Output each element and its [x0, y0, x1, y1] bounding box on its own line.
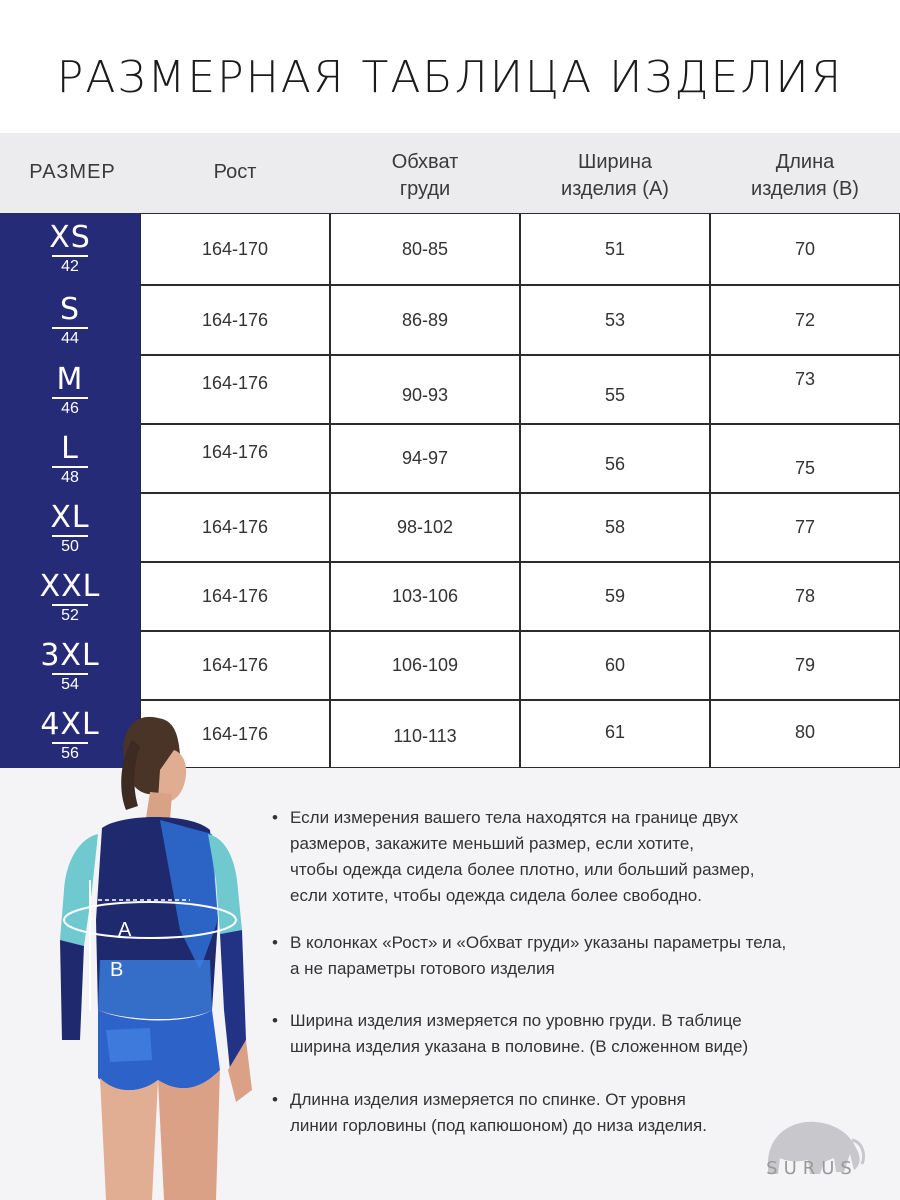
bullet-dot: •	[272, 808, 278, 827]
table-cell-height	[140, 562, 330, 631]
size-number: 48	[61, 469, 79, 486]
cell-value: 164-176	[201, 655, 269, 675]
cell-value: 53	[604, 309, 626, 330]
size-letter: 3XL	[40, 638, 100, 673]
table-cell-width	[520, 562, 710, 631]
size-letter: XL	[50, 500, 90, 535]
cell-value: 86-89	[401, 309, 449, 330]
size-divider	[52, 327, 88, 329]
size-label	[0, 431, 140, 486]
table-cell-chest	[330, 285, 520, 355]
table-cell-width	[520, 285, 710, 355]
table-cell-length	[710, 355, 900, 424]
model-figure	[40, 710, 255, 1200]
table-cell-chest	[330, 213, 520, 285]
header-size: РАЗМЕР	[29, 161, 116, 183]
size-letter: L	[61, 431, 79, 466]
size-letter: XS	[49, 220, 91, 255]
size-number: 50	[61, 538, 79, 555]
note-item	[272, 805, 754, 909]
table-cell-chest	[330, 700, 520, 768]
size-label	[0, 362, 140, 417]
cell-value: 80	[794, 721, 816, 742]
size-label	[0, 292, 140, 347]
cell-value: 164-170	[201, 238, 269, 259]
table-header	[0, 133, 900, 213]
page-title: РАЗМЕРНАЯ ТАБЛИЦА ИЗДЕЛИЯ	[56, 52, 844, 103]
title-banner	[0, 0, 900, 133]
cell-value: 56	[604, 454, 626, 474]
bullet-dot: •	[272, 1090, 278, 1109]
size-table	[140, 213, 900, 768]
label-a: A	[118, 919, 132, 941]
table-cell-height	[140, 493, 330, 562]
cell-value: 73	[794, 369, 816, 389]
table-cell-height	[140, 355, 330, 424]
cell-value: 77	[794, 517, 816, 537]
header-height: Рост	[213, 161, 257, 183]
cell-value: 164-176	[201, 373, 269, 393]
table-cell-width	[520, 355, 710, 424]
cell-value: 103-106	[391, 586, 459, 606]
table-cell-height	[140, 213, 330, 285]
size-label	[0, 638, 140, 693]
cell-value: 51	[604, 238, 626, 259]
size-divider	[52, 255, 88, 257]
size-number: 54	[61, 676, 79, 693]
size-number: 44	[61, 330, 79, 347]
size-number: 46	[61, 400, 79, 417]
table-cell-chest	[330, 355, 520, 424]
cell-value: 55	[604, 385, 626, 405]
cell-value: 70	[794, 238, 816, 259]
cell-value: 72	[794, 309, 816, 330]
size-letter: 4XL	[40, 707, 100, 742]
table-cell-width	[520, 424, 710, 493]
cell-value: 75	[794, 458, 816, 478]
cell-value: 59	[604, 586, 626, 606]
table-cell-length	[710, 285, 900, 355]
table-cell-width	[520, 631, 710, 700]
size-divider	[52, 466, 88, 468]
size-column	[0, 213, 140, 768]
cell-value: 79	[794, 655, 816, 675]
size-divider	[52, 673, 88, 675]
size-number: 52	[61, 607, 79, 624]
size-label	[0, 569, 140, 624]
cell-value: 98-102	[396, 517, 454, 537]
cell-value: 80-85	[401, 238, 449, 259]
cell-value: 106-109	[391, 655, 459, 675]
cell-value: 164-176	[201, 309, 269, 330]
cell-value: 94-97	[401, 448, 449, 468]
size-number: 56	[61, 745, 79, 762]
size-letter: M	[56, 362, 84, 397]
table-cell-length	[710, 700, 900, 768]
table-cell-length	[710, 562, 900, 631]
table-cell-height	[140, 285, 330, 355]
size-divider	[52, 604, 88, 606]
size-divider	[52, 397, 88, 399]
note-text: Если измерения вашего тела находятся на границе двух размеров, закажите меньший размер, если хотите, чтобы одежда сидела более плотно, или больший размер, если хотите, чтобы одежда сидела более свободно.	[290, 808, 755, 905]
table-cell-length	[710, 424, 900, 493]
bullet-dot: •	[272, 1011, 278, 1030]
table-cell-width	[520, 213, 710, 285]
size-number: 42	[61, 258, 79, 275]
cell-value: 110-113	[393, 725, 457, 746]
size-letter: XXL	[39, 569, 101, 604]
table-cell-length	[710, 213, 900, 285]
note-text: Ширина изделия измеряется по уровню груди. В таблице ширина изделия указана в половине. (В сложенном виде)	[290, 1011, 749, 1056]
note-item	[272, 1008, 748, 1060]
note-text: Длинна изделия измеряется по спинке. От уровня линии горловины (под капюшоном) до низа изделия.	[290, 1090, 707, 1135]
cell-value: 164-176	[201, 723, 269, 744]
table-cell-width	[520, 493, 710, 562]
size-letter: S	[59, 292, 81, 327]
note-item	[272, 930, 786, 982]
table-cell-chest	[330, 424, 520, 493]
table-cell-height	[140, 424, 330, 493]
table-cell-chest	[330, 631, 520, 700]
table-cell-height	[140, 631, 330, 700]
table-cell-length	[710, 493, 900, 562]
size-divider	[52, 535, 88, 537]
table-cell-width	[520, 700, 710, 768]
cell-value: 78	[794, 586, 816, 606]
header-chest: Обхват груди	[391, 151, 459, 200]
cell-value: 164-176	[201, 442, 269, 462]
size-label	[0, 220, 140, 275]
header-length: Длина изделия (В)	[751, 151, 859, 200]
cell-value: 90-93	[401, 385, 449, 405]
table-cell-chest	[330, 493, 520, 562]
cell-value: 61	[604, 721, 626, 742]
cell-value: 164-176	[201, 586, 269, 606]
cell-value: 58	[604, 517, 626, 537]
table-cell-chest	[330, 562, 520, 631]
cell-value: 164-176	[201, 517, 269, 537]
cell-value: 60	[604, 655, 626, 675]
bullet-dot: •	[272, 933, 278, 952]
size-label	[0, 500, 140, 555]
brand-name: SURUS	[766, 1158, 858, 1179]
note-item	[272, 1087, 707, 1139]
label-b: B	[110, 959, 124, 981]
note-text: В колонках «Рост» и «Обхват груди» указаны параметры тела, а не параметры готового изделия	[290, 933, 787, 978]
table-cell-length	[710, 631, 900, 700]
header-width: Ширина изделия (А)	[561, 151, 669, 200]
